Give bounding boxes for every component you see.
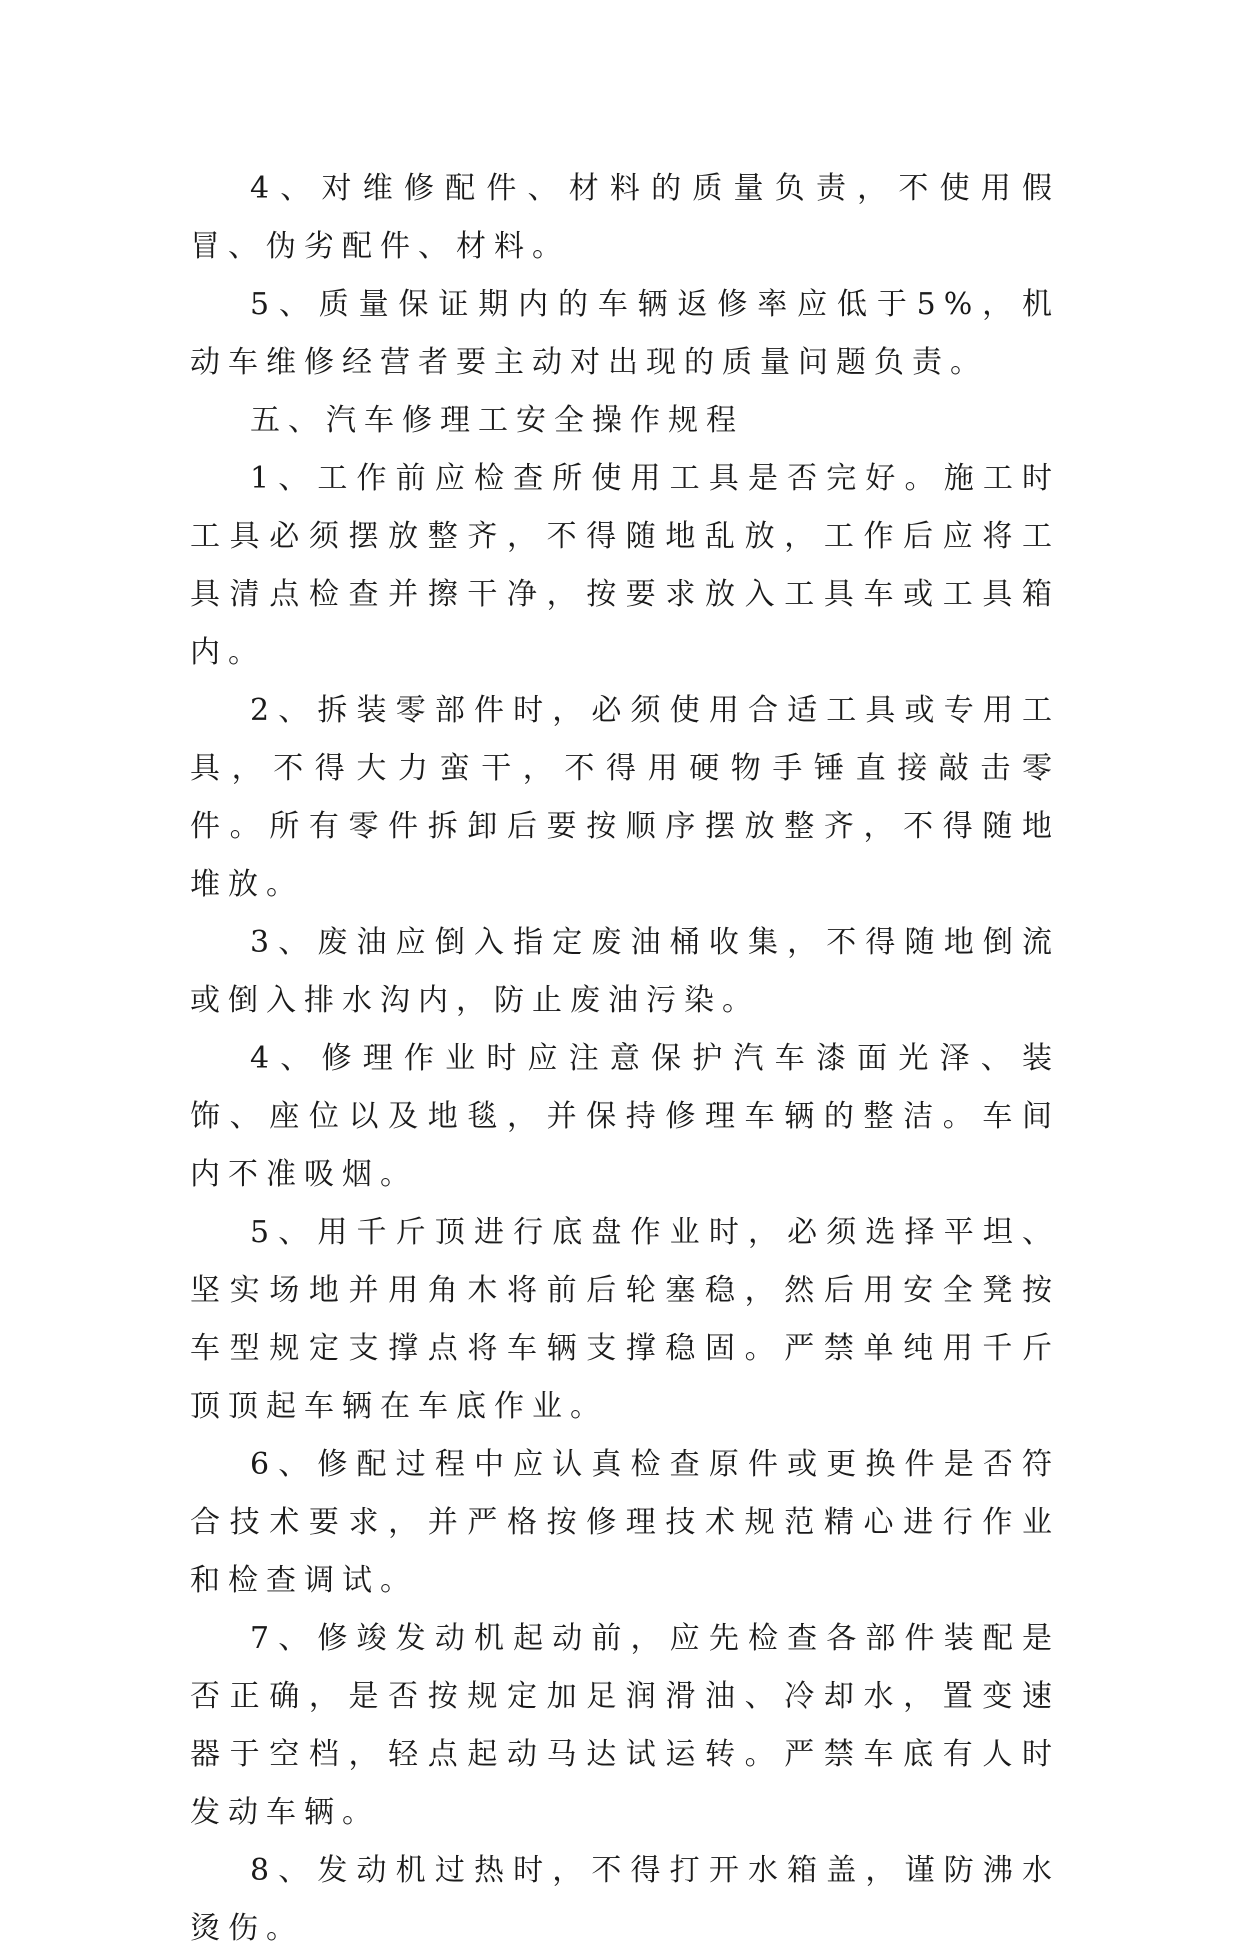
paragraph-rule-6: 6、修配过程中应认真检查原件或更换件是否符合技术要求，并严格按修理技术规范精心进行作业和检查调试。 xyxy=(190,1447,1060,1598)
paragraph-rule-8: 8、发动机过热时，不得打开水箱盖，谨防沸水烫伤。 xyxy=(190,1853,1060,1946)
paragraph-repair-rate: 5、质量保证期内的车辆返修率应低于5%，机动车维修经营者要主动对出现的质量问题负责。 xyxy=(190,287,1060,380)
document-body xyxy=(190,160,1060,1958)
paragraph-quality-parts: 4、对维修配件、材料的质量负责，不使用假冒、伪劣配件、材料。 xyxy=(190,171,1060,264)
paragraph-rule-1: 1、工作前应检查所使用工具是否完好。施工时工具必须摆放整齐，不得随地乱放，工作后应将工具清点检查并擦干净，按要求放入工具车或工具箱内。 xyxy=(190,461,1060,670)
paragraph-rule-7: 7、修竣发动机起动前，应先检查各部件装配是否正确，是否按规定加足润滑油、冷却水，置变速器于空档，轻点起动马达试运转。严禁车底有人时发动车辆。 xyxy=(190,1621,1060,1830)
paragraph-rule-2: 2、拆装零部件时，必须使用合适工具或专用工具，不得大力蛮干，不得用硬物手锤直接敲击零件。所有零件拆卸后要按顺序摆放整齐，不得随地堆放。 xyxy=(190,693,1060,902)
paragraph-rule-4: 4、修理作业时应注意保护汽车漆面光泽、装饰、座位以及地毯，并保持修理车辆的整洁。车间内不准吸烟。 xyxy=(190,1041,1060,1192)
section-heading-safety-rules: 五、汽车修理工安全操作规程 xyxy=(250,403,744,438)
paragraph-rule-3: 3、废油应倒入指定废油桶收集，不得随地倒流或倒入排水沟内，防止废油污染。 xyxy=(190,925,1060,1018)
paragraph-rule-5: 5、用千斤顶进行底盘作业时，必须选择平坦、坚实场地并用角木将前后轮塞稳，然后用安全凳按车型规定支撑点将车辆支撑稳固。严禁单纯用千斤顶顶起车辆在车底作业。 xyxy=(190,1215,1060,1424)
